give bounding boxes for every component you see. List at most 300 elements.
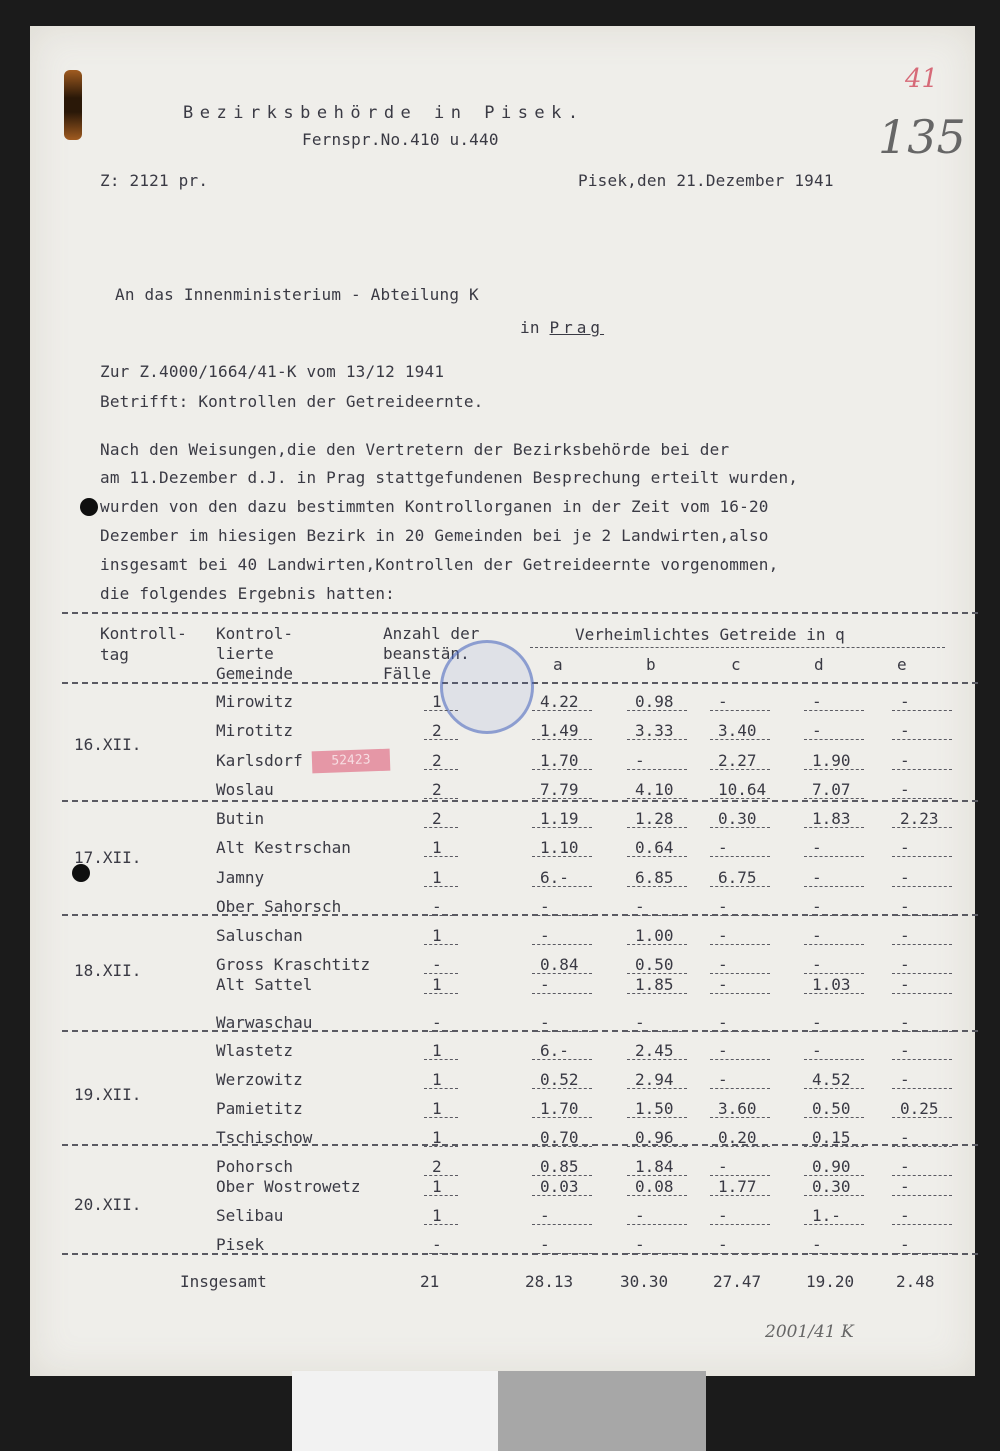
table-cell-anzahl: 1 [432,926,442,945]
red-stamp: 52423 [312,749,391,774]
cell-underline [804,886,864,887]
header-col-e: e [897,655,907,674]
cell-underline [627,1224,687,1225]
table-cell-d: - [812,897,822,916]
cell-underline [532,993,592,994]
total-value: 27.47 [713,1272,762,1291]
control-day-label: 20.XII. [74,1195,142,1214]
table-cell-gemeinde: Mirowitz [216,692,294,711]
handwritten-page-number: 135 [878,110,966,164]
cell-underline [532,1175,592,1176]
cell-underline [532,856,592,857]
cell-underline [710,739,770,740]
cell-underline [710,827,770,828]
cell-underline [892,769,952,770]
table-cell-e: - [900,897,910,916]
table-cell-d: - [812,955,822,974]
cell-underline [424,1253,458,1254]
reference-number: Z: 2121 pr. [100,171,209,190]
cell-underline [532,710,592,711]
cell-underline [710,886,770,887]
table-cell-e: - [900,1235,910,1254]
scan-strip-white [292,1371,498,1451]
table-cell-e: - [900,1157,910,1176]
table-cell-d: - [812,1041,822,1060]
cell-underline [627,1146,687,1147]
cell-underline [424,827,458,828]
table-cell-c: - [718,1013,728,1032]
header-underline [530,647,945,648]
cell-underline [804,1088,864,1089]
cell-underline [892,739,952,740]
header-verheimlicht: Verheimlichtes Getreide in q [575,625,845,644]
cell-underline [627,915,687,916]
header-col-c: c [731,655,741,674]
cell-underline [532,1146,592,1147]
table-cell-anzahl: - [432,955,442,974]
cell-underline [532,886,592,887]
table-cell-a: 0.84 [540,955,579,974]
cell-underline [627,827,687,828]
table-cell-c: 1.77 [718,1177,757,1196]
cell-underline [424,1146,458,1147]
cell-underline [424,798,458,799]
table-cell-a: 6.- [540,1041,569,1060]
table-cell-a: 1.10 [540,838,579,857]
cell-underline [804,973,864,974]
table-cell-a: 0.52 [540,1070,579,1089]
header-anzahl-2: beanstän. [383,644,470,663]
cell-underline [532,1117,592,1118]
cell-underline [532,1224,592,1225]
cell-underline [710,856,770,857]
table-cell-d: 0.90 [812,1157,851,1176]
cell-underline [532,944,592,945]
cell-underline [627,710,687,711]
table-cell-d: 0.15 [812,1128,851,1147]
header-gemeinde-3: Gemeinde [216,664,294,683]
cell-underline [627,1195,687,1196]
table-cell-anzahl: - [432,1013,442,1032]
cell-underline [424,856,458,857]
table-cell-e: - [900,955,910,974]
table-cell-a: 1.19 [540,809,579,828]
table-cell-b: - [635,751,645,770]
cell-underline [424,739,458,740]
cell-underline [892,1224,952,1225]
cell-underline [804,1253,864,1254]
cell-underline [804,1059,864,1060]
table-cell-e: - [900,926,910,945]
table-cell-d: - [812,868,822,887]
body-line: Nach den Weisungen,die den Vertretern der Bezirksbehörde bei der [100,440,730,459]
cell-underline [892,1088,952,1089]
table-cell-anzahl: 1 [432,1099,442,1118]
table-cell-anzahl: 2 [432,780,442,799]
cell-underline [627,886,687,887]
cell-underline [627,856,687,857]
table-cell-gemeinde: Werzowitz [216,1070,303,1089]
handwritten-red-number: 41 [905,64,939,94]
table-cell-b: 1.85 [635,975,674,994]
cell-underline [804,739,864,740]
cell-underline [532,1195,592,1196]
table-cell-c: - [718,692,728,711]
table-cell-e: - [900,975,910,994]
cell-underline [892,710,952,711]
cell-underline [627,1088,687,1089]
table-cell-anzahl: 1 [432,975,442,994]
cell-underline [424,1059,458,1060]
table-cell-gemeinde: Mirotitz [216,721,294,740]
table-cell-gemeinde: Alt Sattel [216,975,313,994]
table-cell-e: - [900,838,910,857]
control-day-label: 16.XII. [74,735,142,754]
cell-underline [892,1195,952,1196]
table-cell-e: 0.25 [900,1099,939,1118]
table-cell-b: 0.50 [635,955,674,974]
cell-underline [424,1117,458,1118]
cell-underline [424,769,458,770]
cell-underline [710,1059,770,1060]
subject-line: Betrifft: Kontrollen der Getreideernte. [100,392,484,411]
table-cell-b: - [635,1013,645,1032]
cell-underline [627,1253,687,1254]
cell-underline [892,886,952,887]
header-gemeinde-2: lierte [216,644,274,663]
table-cell-anzahl: 2 [432,751,442,770]
table-rule [62,800,978,802]
cell-underline [710,944,770,945]
table-cell-d: 4.52 [812,1070,851,1089]
table-cell-c: - [718,926,728,945]
reference-line: Zur Z.4000/1664/41-K vom 13/12 1941 [100,362,445,381]
cell-underline [804,993,864,994]
control-day-label: 18.XII. [74,961,142,980]
cell-underline [627,993,687,994]
table-cell-d: - [812,1013,822,1032]
cell-underline [424,944,458,945]
table-cell-e: - [900,1177,910,1196]
total-label: Insgesamt [180,1272,267,1291]
total-value: 28.13 [525,1272,574,1291]
cell-underline [627,1175,687,1176]
cell-underline [710,1088,770,1089]
table-cell-b: - [635,1206,645,1225]
cell-underline [804,710,864,711]
header-col-d: d [814,655,824,674]
recipient-line: An das Innenministerium - Abteilung K [115,285,479,304]
authority-title: Bezirksbehörde in Pisek. [183,103,585,123]
table-cell-d: - [812,721,822,740]
table-cell-a: - [540,1235,550,1254]
table-cell-b: 4.10 [635,780,674,799]
cell-underline [892,1031,952,1032]
table-cell-anzahl: - [432,1235,442,1254]
cell-underline [710,973,770,974]
table-cell-b: 1.00 [635,926,674,945]
control-day-label: 19.XII. [74,1085,142,1104]
table-cell-a: 0.70 [540,1128,579,1147]
table-cell-c: - [718,1157,728,1176]
table-cell-c: - [718,1041,728,1060]
letter-date: Pisek,den 21.Dezember 1941 [578,171,834,190]
table-cell-d: 1.90 [812,751,851,770]
table-cell-c: 6.75 [718,868,757,887]
body-line: am 11.Dezember d.J. in Prag stattgefundenen Besprechung erteilt wurden, [100,468,799,487]
table-cell-e: - [900,1070,910,1089]
total-value: 30.30 [620,1272,669,1291]
table-cell-a: 1.70 [540,1099,579,1118]
table-cell-gemeinde: Selibau [216,1206,284,1225]
table-cell-e: - [900,1041,910,1060]
table-cell-c: - [718,1070,728,1089]
table-cell-gemeinde: Gross Kraschtitz [216,955,371,974]
table-cell-c: - [718,1235,728,1254]
table-cell-d: - [812,838,822,857]
table-cell-gemeinde: Tschischow [216,1128,313,1147]
table-cell-d: 0.30 [812,1177,851,1196]
table-cell-c: - [718,897,728,916]
table-cell-gemeinde: Woslau [216,780,274,799]
table-rule [62,612,978,614]
body-line: wurden von den dazu bestimmten Kontrollorganen in der Zeit vom 16-20 [100,497,769,516]
table-cell-a: 0.85 [540,1157,579,1176]
table-cell-c: 3.60 [718,1099,757,1118]
table-cell-b: 1.50 [635,1099,674,1118]
cell-underline [892,798,952,799]
cell-underline [892,1253,952,1254]
table-cell-b: 0.08 [635,1177,674,1196]
header-anzahl-3: Fälle [383,664,432,683]
cell-underline [532,769,592,770]
table-cell-gemeinde: Jamny [216,868,265,887]
cell-underline [627,1031,687,1032]
table-cell-c: 2.27 [718,751,757,770]
cell-underline [892,1146,952,1147]
table-cell-c: 3.40 [718,721,757,740]
table-cell-b: - [635,1235,645,1254]
total-value: 19.20 [806,1272,855,1291]
cell-underline [627,1059,687,1060]
cell-underline [710,1146,770,1147]
table-cell-d: 0.50 [812,1099,851,1118]
cell-underline [892,973,952,974]
table-cell-e: - [900,721,910,740]
cell-underline [710,1253,770,1254]
cell-underline [710,769,770,770]
cell-underline [804,798,864,799]
cell-underline [627,739,687,740]
table-cell-anzahl: 1 [432,1041,442,1060]
cell-underline [804,1224,864,1225]
cell-underline [627,798,687,799]
cell-underline [424,1175,458,1176]
table-cell-d: - [812,692,822,711]
table-cell-anzahl: 1 [432,1128,442,1147]
punch-hole [80,498,98,516]
table-cell-d: 7.07 [812,780,851,799]
cell-underline [892,993,952,994]
cell-underline [532,973,592,974]
cell-underline [424,1224,458,1225]
table-cell-b: 3.33 [635,721,674,740]
table-cell-e: - [900,751,910,770]
table-cell-anzahl: 2 [432,809,442,828]
table-cell-c: 0.30 [718,809,757,828]
table-cell-d: - [812,1235,822,1254]
header-tag-1: Kontroll- [100,624,187,643]
table-cell-a: 4.22 [540,692,579,711]
cell-underline [804,856,864,857]
table-cell-gemeinde: Ober Sahorsch [216,897,342,916]
table-cell-gemeinde: Pohorsch [216,1157,294,1176]
table-cell-b: 6.85 [635,868,674,887]
table-cell-anzahl: - [432,897,442,916]
table-cell-anzahl: 2 [432,721,442,740]
table-cell-gemeinde: Pamietitz [216,1099,303,1118]
table-cell-b: 0.64 [635,838,674,857]
table-cell-c: - [718,955,728,974]
table-cell-b: 1.28 [635,809,674,828]
cell-underline [424,973,458,974]
table-cell-a: - [540,897,550,916]
table-cell-a: 1.70 [540,751,579,770]
recipient-city-line: in Prag [520,318,605,337]
cell-underline [710,1031,770,1032]
cell-underline [532,1253,592,1254]
cell-underline [804,1117,864,1118]
table-cell-e: - [900,1128,910,1147]
table-cell-anzahl: 2 [432,1157,442,1176]
table-cell-a: - [540,975,550,994]
cell-underline [804,1175,864,1176]
cell-underline [710,1224,770,1225]
cell-underline [424,710,458,711]
table-cell-c: - [718,838,728,857]
cell-underline [710,1175,770,1176]
cell-underline [532,915,592,916]
table-cell-c: - [718,975,728,994]
header-anzahl-1: Anzahl der [383,624,480,643]
table-cell-a: - [540,1013,550,1032]
cell-underline [532,1031,592,1032]
cell-underline [892,1117,952,1118]
cell-underline [804,1146,864,1147]
table-cell-anzahl: 1 [432,692,442,711]
recipient-city: Prag [549,318,605,337]
total-value: 21 [420,1272,440,1291]
table-cell-b: 1.84 [635,1157,674,1176]
cell-underline [424,993,458,994]
table-cell-anzahl: 1 [432,838,442,857]
table-cell-a: 0.03 [540,1177,579,1196]
table-cell-d: 1.83 [812,809,851,828]
cell-underline [532,739,592,740]
cell-underline [804,944,864,945]
control-day-label: 17.XII. [74,848,142,867]
table-cell-a: - [540,1206,550,1225]
table-cell-c: 0.20 [718,1128,757,1147]
table-cell-b: 2.94 [635,1070,674,1089]
cell-underline [532,827,592,828]
header-col-a: a [553,655,563,674]
body-line: insgesamt bei 40 Landwirten,Kontrollen der Getreideernte vorgenommen, [100,555,779,574]
cell-underline [424,915,458,916]
table-cell-e: - [900,1013,910,1032]
cell-underline [804,915,864,916]
header-gemeinde-1: Kontrol- [216,624,294,643]
table-cell-gemeinde: Karlsdorf [216,751,303,770]
table-cell-gemeinde: Alt Kestrschan [216,838,351,857]
table-cell-b: - [635,897,645,916]
table-cell-e: - [900,780,910,799]
table-cell-anzahl: 1 [432,1177,442,1196]
cell-underline [424,1088,458,1089]
cell-underline [710,993,770,994]
scan-strip-grey [498,1371,706,1451]
table-cell-e: - [900,868,910,887]
cell-underline [710,1195,770,1196]
table-cell-gemeinde: Warwaschau [216,1013,313,1032]
table-cell-e: - [900,1206,910,1225]
table-cell-d: 1.03 [812,975,851,994]
cell-underline [804,769,864,770]
table-cell-d: 1.- [812,1206,841,1225]
table-cell-gemeinde: Butin [216,809,265,828]
table-cell-anzahl: 1 [432,1206,442,1225]
table-cell-b: 2.45 [635,1041,674,1060]
table-cell-anzahl: 1 [432,1070,442,1089]
cell-underline [710,1117,770,1118]
table-cell-b: 0.98 [635,692,674,711]
table-cell-anzahl: 1 [432,868,442,887]
table-cell-b: 0.96 [635,1128,674,1147]
table-cell-gemeinde: Wlastetz [216,1041,294,1060]
table-cell-c: - [718,1206,728,1225]
cell-underline [892,1059,952,1060]
table-cell-gemeinde: Saluschan [216,926,303,945]
cell-underline [892,1175,952,1176]
cell-underline [627,973,687,974]
cell-underline [804,1195,864,1196]
cell-underline [710,798,770,799]
cell-underline [627,769,687,770]
cell-underline [532,798,592,799]
table-cell-d: - [812,926,822,945]
table-cell-a: 7.79 [540,780,579,799]
table-cell-a: 6.- [540,868,569,887]
cell-underline [892,827,952,828]
cell-underline [424,886,458,887]
table-cell-c: 10.64 [718,780,767,799]
table-cell-e: - [900,692,910,711]
body-line: Dezember im hiesigen Bezirk in 20 Gemeinden bei je 2 Landwirten,also [100,526,769,545]
table-cell-e: 2.23 [900,809,939,828]
cell-underline [532,1088,592,1089]
table-cell-a: 1.49 [540,721,579,740]
phone-line: Fernspr.No.410 u.440 [302,130,499,149]
handwritten-file-reference: 2001/41 K [765,1322,854,1342]
cell-underline [804,1031,864,1032]
cell-underline [424,1195,458,1196]
body-line: die folgendes Ergebnis hatten: [100,584,395,603]
cell-underline [627,1117,687,1118]
cell-underline [892,944,952,945]
table-cell-gemeinde: Pisek [216,1235,265,1254]
burn-mark [64,70,82,140]
cell-underline [532,1059,592,1060]
